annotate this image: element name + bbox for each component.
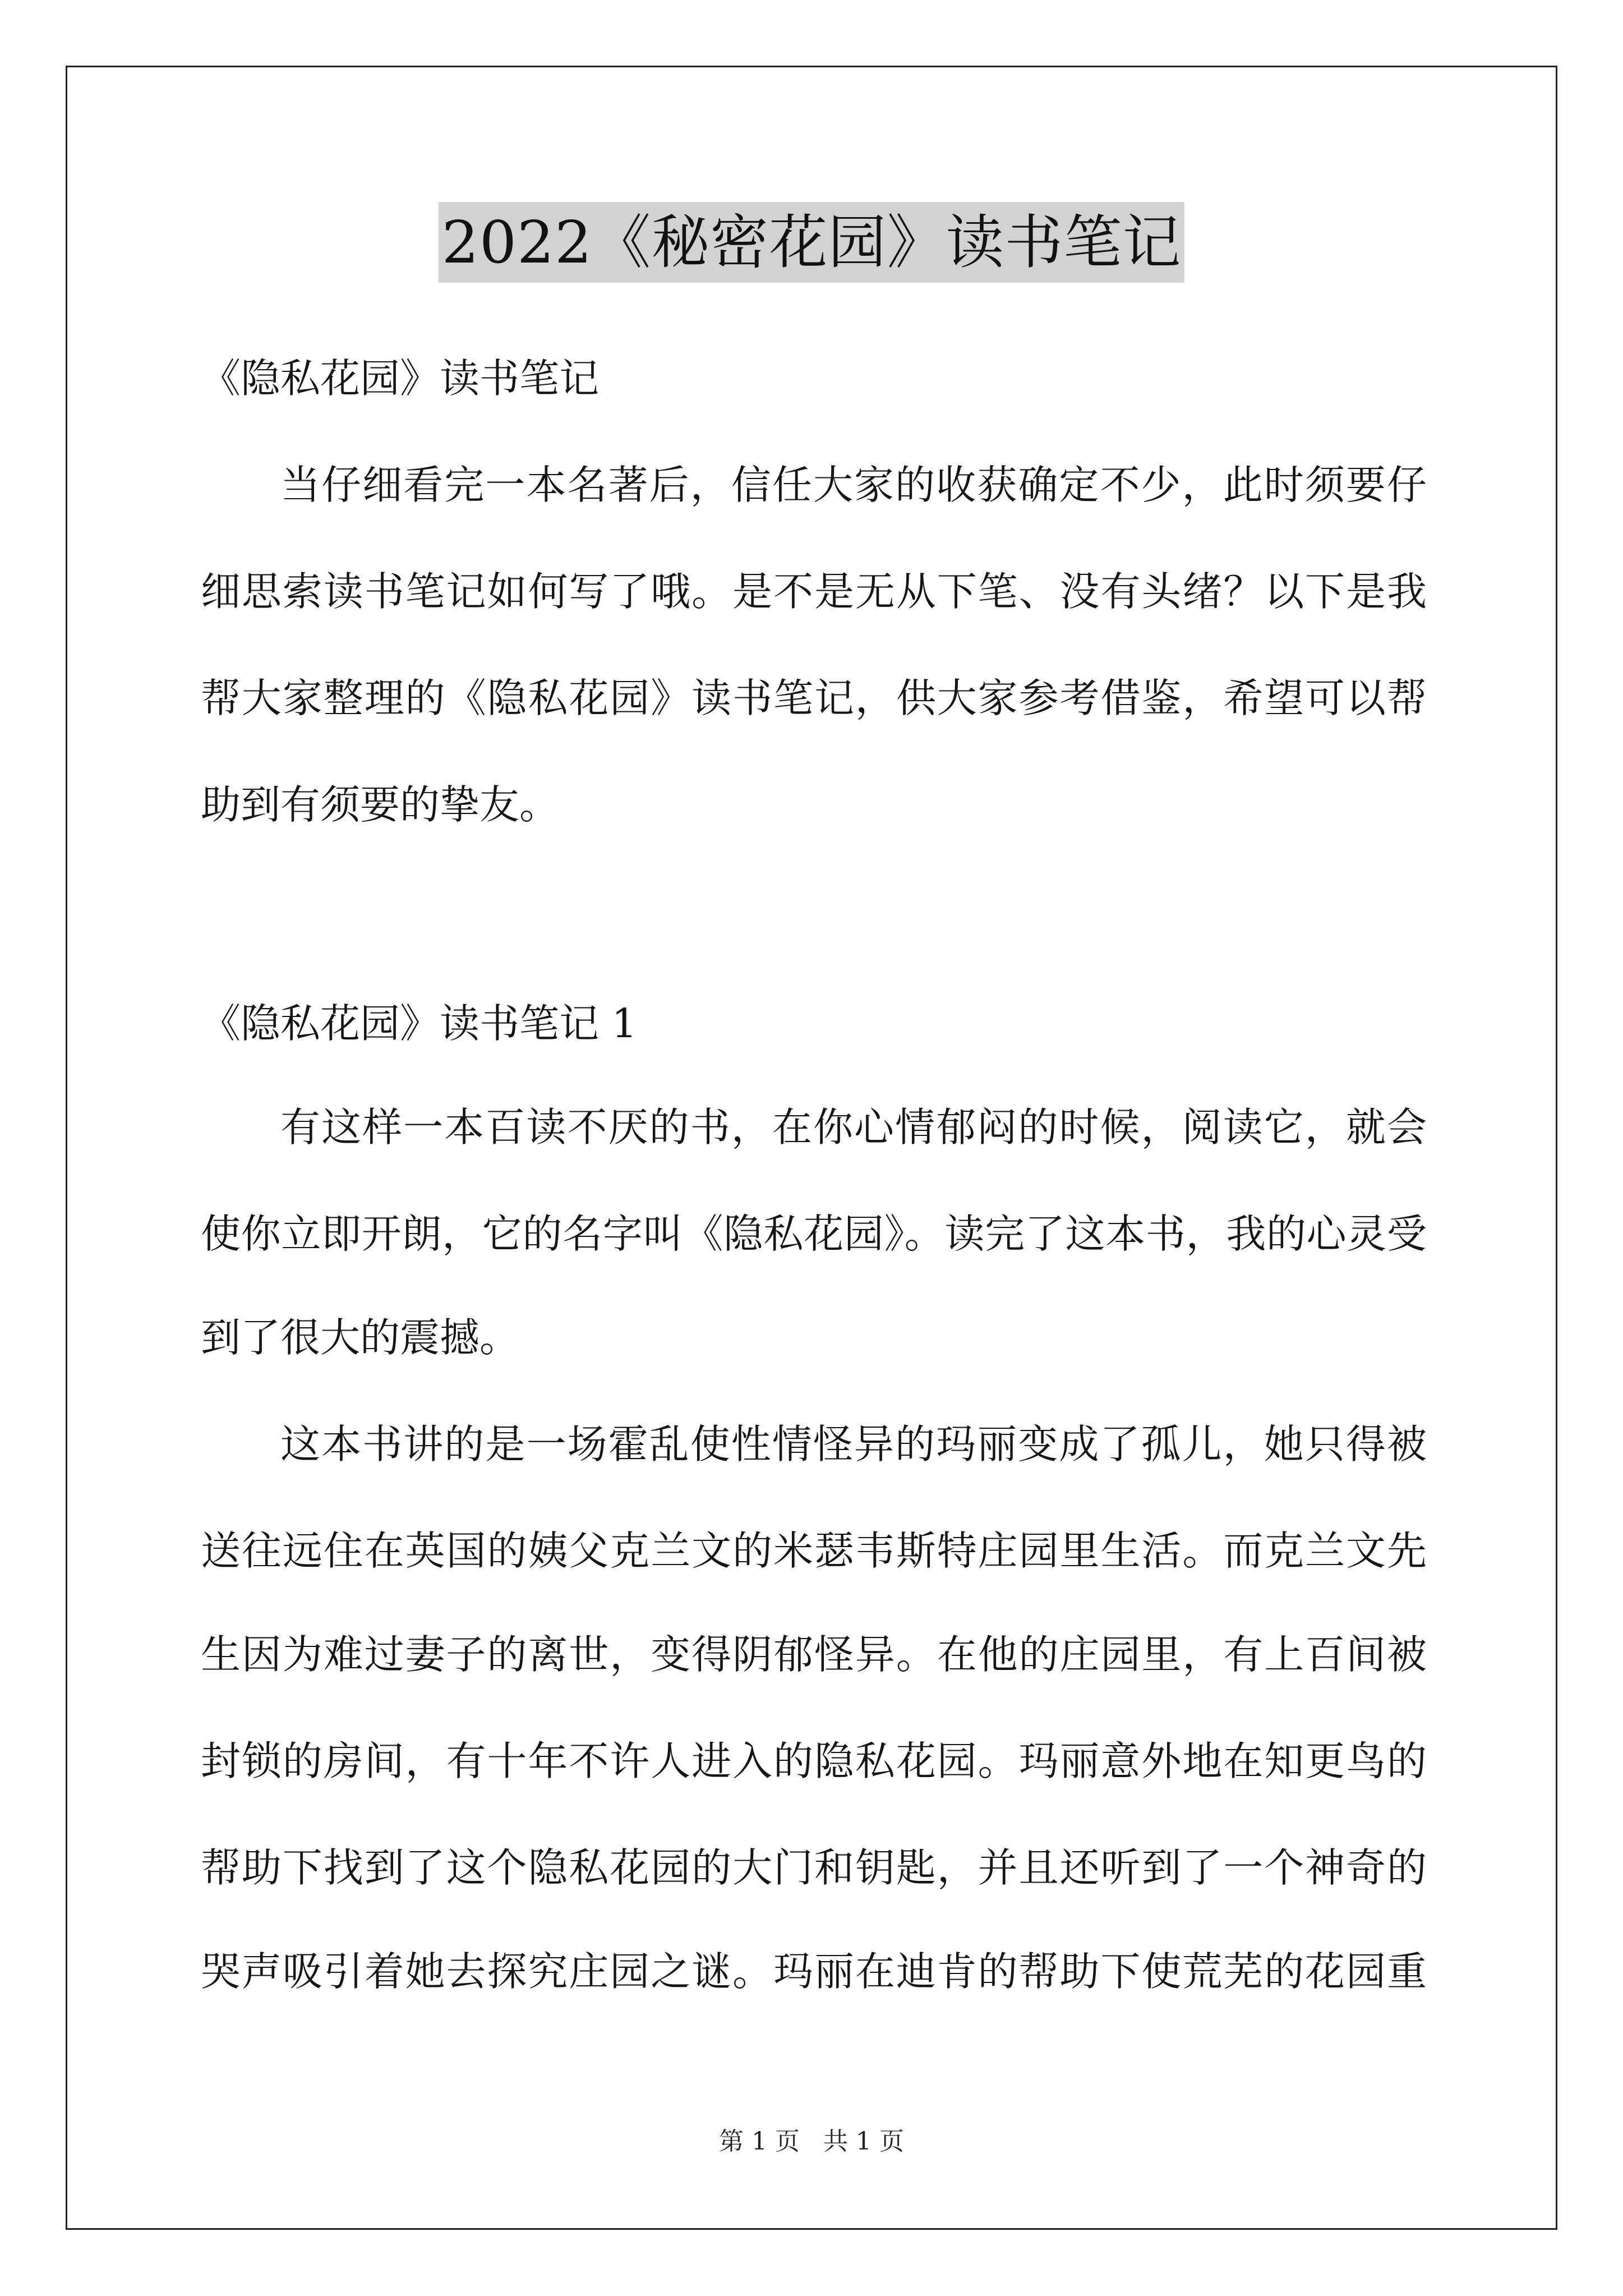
title-container bbox=[0, 202, 1623, 283]
paragraph-line: 帮助下找到了这个隐私花园的大门和钥匙，并且还听到了一个神奇的 bbox=[201, 1844, 1427, 1891]
intro-line: 当仔细看完一本名著后，信任大家的收获确定不少，此时须要仔 bbox=[280, 462, 1427, 508]
document-title: 2022《秘密花园》读书笔记 bbox=[439, 202, 1185, 283]
paragraph-line: 使你立即开朗，它的名字叫《隐私花园》。读完了这本书，我的心灵受 bbox=[201, 1211, 1427, 1257]
paragraph-line: 封锁的房间，有十年不许人进入的隐私花园。玛丽意外地在知更鸟的 bbox=[201, 1738, 1427, 1784]
paragraph-line: 哭声吸引着她去探究庄园之谜。玛丽在迪肯的帮助下使荒芜的花园重 bbox=[201, 1948, 1427, 1995]
intro-line: 助到有须要的挚友。 bbox=[201, 781, 560, 828]
paragraph-line: 生因为难过妻子的离世，变得阴郁怪异。在他的庄园里，有上百间被 bbox=[201, 1631, 1427, 1678]
intro-heading: 《隐私花园》读书笔记 bbox=[201, 355, 600, 402]
intro-line: 细思索读书笔记如何写了哦。是不是无从下笔、没有头绪？以下是我 bbox=[201, 568, 1427, 615]
paragraph-line: 这本书讲的是一场霍乱使性情怪异的玛丽变成了孤儿，她只得被 bbox=[280, 1421, 1427, 1467]
intro-line: 帮大家整理的《隐私花园》读书笔记，供大家参考借鉴，希望可以帮 bbox=[201, 675, 1427, 721]
page-footer: 第 1 页 共 1 页 bbox=[719, 2127, 904, 2156]
paragraph-line: 有这样一本百读不厌的书，在你心情郁闷的时候，阅读它，就会 bbox=[280, 1104, 1427, 1151]
paragraph-line: 到了很大的震撼。 bbox=[201, 1314, 520, 1361]
section-heading: 《隐私花园》读书笔记 1 bbox=[201, 1000, 637, 1047]
paragraph-line: 送往远住在英国的姨父克兰文的米瑟韦斯特庄园里生活。而克兰文先 bbox=[201, 1527, 1427, 1574]
